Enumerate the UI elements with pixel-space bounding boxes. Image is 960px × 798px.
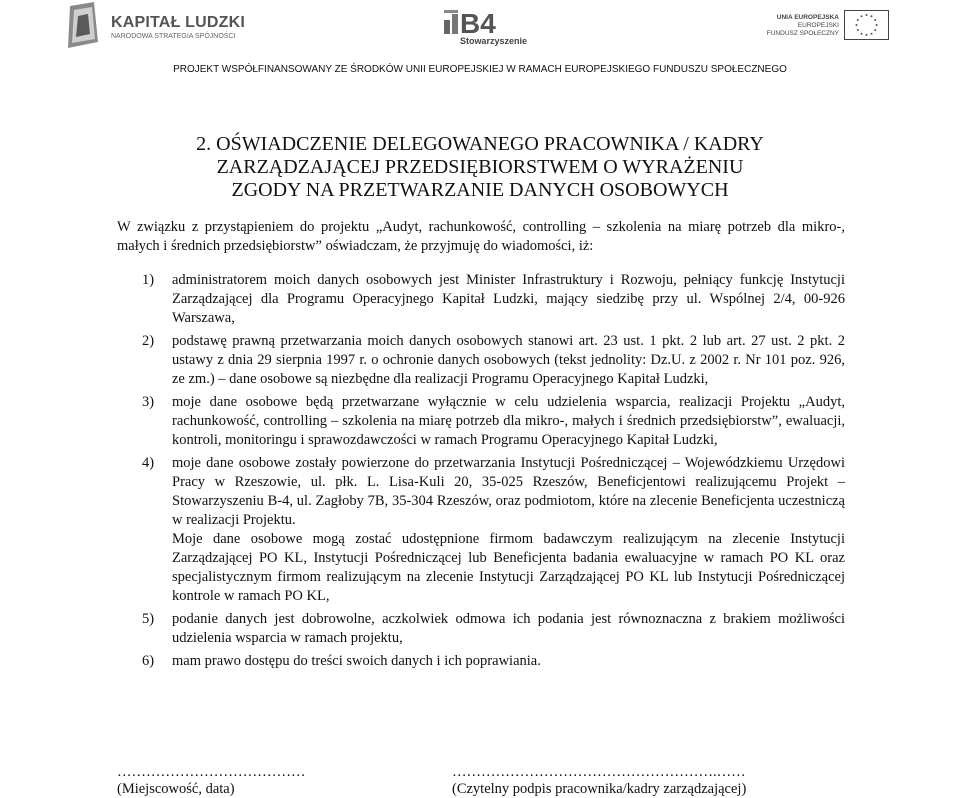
list-item (117, 454, 845, 606)
item-text: podanie danych jest dobrowolne, aczkolwiek odmowa ich podania jest równoznaczna z brakiem możliwości udzielenia wsparcia w ramach projektu, (172, 611, 845, 646)
item-text: mam prawo dostępu do treści swoich danych i ich poprawiania. (172, 653, 541, 669)
page-header (0, 0, 960, 75)
item-text: administratorem moich danych osobowych jest Minister Infrastruktury i Rozwoju, pełniący funkcję Instytucji Zarządzającej dla Programu Operacyjnego Kapitał Ludzki, mający siedzibę przy ul. Wspólnej 2/4, 00-926 Warszawa, (172, 272, 845, 326)
kapital-ludzki-subtitle: NARODOWA STRATEGIA SPÓJNOŚCI (111, 33, 236, 40)
item-text-continuation: Moje dane osobowe mogą zostać udostępnione firmom badawczym realizującym na zlecenie Instytucji Zarządzającej PO KL, Instytucji Pośredniczącej lub Beneficjenta badania ewaluacyjne w ramach PO KL oraz specjalistycznym firmom realizującym na zlecenie Instytucji Zarządzającej PO KL lub Instytucji Pośredniczącej kontrole w ramach PO KL, (172, 531, 845, 604)
item-number: 1) (142, 272, 155, 288)
place-date-caption: (Miejscowość, data) (117, 781, 235, 797)
intro-paragraph: W związku z przystąpieniem do projektu „Audyt, rachunkowość, controlling – szkolenia na miarę potrzeb dla mikro-, małych i średnich przedsiębiorstw” oświadczam, że przyjmuję do wiadomości, iż: (117, 219, 845, 254)
list-item (117, 271, 845, 328)
document-body (117, 218, 845, 675)
item-text: podstawę prawną przetwarzania moich danych osobowych stanowi art. 23 ust. 1 pkt. 2 lub art. 27 ust. 2 pkt. 2 ustawy z dnia 29 sierpnia 1997 r. o ochronie danych osobowych (tekst jednolity: Dz.U. z 2002 r. Nr 101 poz. 926, ze zm.) – dane osobowe są niezbędne dla realizacji Programu Operacyjnego Kapitał Ludzki, (172, 333, 845, 387)
statement-list (117, 271, 845, 671)
eu-line-1: UNIA EUROPEJSKA (776, 14, 839, 21)
kapital-ludzki-emblem-icon (64, 2, 102, 48)
signature-employee (452, 764, 746, 798)
place-date-dotted-line: ………………………………… (117, 764, 306, 780)
document-title (0, 133, 960, 202)
b4-logo (441, 6, 541, 46)
list-item (117, 610, 845, 648)
kapital-ludzki-title: KAPITAŁ LUDZKI (111, 14, 246, 31)
list-item (117, 393, 845, 450)
svg-text:B4: B4 (460, 8, 496, 39)
eu-line-3: FUNDUSZ SPOŁECZNY (766, 30, 839, 37)
signature-place-date (117, 764, 306, 798)
item-text: moje dane osobowe zostały powierzone do przetwarzania Instytucji Pośredniczącej – Wojewódzkiemu Urzędowi Pracy w Rzeszowie, ul. płk. L. Lisa-Kuli 20, 35-025 Rzeszów, Beneficjentowi realizującemu Projekt – Stowarzyszeniu B-4, ul. Zagłoby 7B, 35-304 Rzeszów, oraz podmiotom, które na zlecenie Beneficjenta uczestniczą w realizacji Projektu. (172, 455, 845, 528)
eu-logo (766, 10, 889, 42)
title-line-1: 2. OŚWIADCZENIE DELEGOWANEGO PRACOWNIKA / KADRY (196, 133, 764, 155)
project-cofinancing-line: PROJEKT WSPÓŁFINANSOWANY ZE ŚRODKÓW UNII EUROPEJSKIEJ W RAMACH EUROPEJSKIEGO FUNDUSZU SPOŁECZNEGO (173, 64, 787, 75)
eu-flag-icon (844, 10, 889, 40)
title-line-3: ZGODY NA PRZETWARZANIE DANYCH OSOBOWYCH (231, 179, 729, 201)
list-item (117, 332, 845, 389)
kapital-ludzki-logo (64, 2, 246, 48)
b4-stowarzyszenie-label: Stowarzyszenie (460, 36, 528, 46)
title-line-2: ZARZĄDZAJĄCEJ PRZEDSIĘBIORSTWEM O WYRAŻENIU (216, 156, 744, 178)
item-number: 5) (142, 611, 155, 627)
item-number: 2) (142, 333, 155, 349)
employee-signature-dotted-line: ……………………………………………….…… (452, 764, 746, 780)
item-text: moje dane osobowe będą przetwarzane wyłącznie w celu udzielenia wsparcia, realizacji Projektu „Audyt, rachunkowość, controlling – szkolenia na miarę potrzeb dla mikro-, małych i średnich przedsiębiorstw”, ewaluacji, kontroli, monitoringu i sprawozdawczości w ramach Programu Operacyjnego Kapitał Ludzki, (172, 394, 845, 448)
item-number: 3) (142, 394, 155, 410)
eu-text (759, 14, 839, 38)
eu-line-2: EUROPEJSKI (797, 22, 839, 29)
item-number: 6) (142, 653, 155, 669)
item-number: 4) (142, 455, 155, 471)
employee-signature-caption: (Czytelny podpis pracownika/kadry zarządzającej) (452, 781, 747, 797)
list-item (117, 652, 845, 671)
